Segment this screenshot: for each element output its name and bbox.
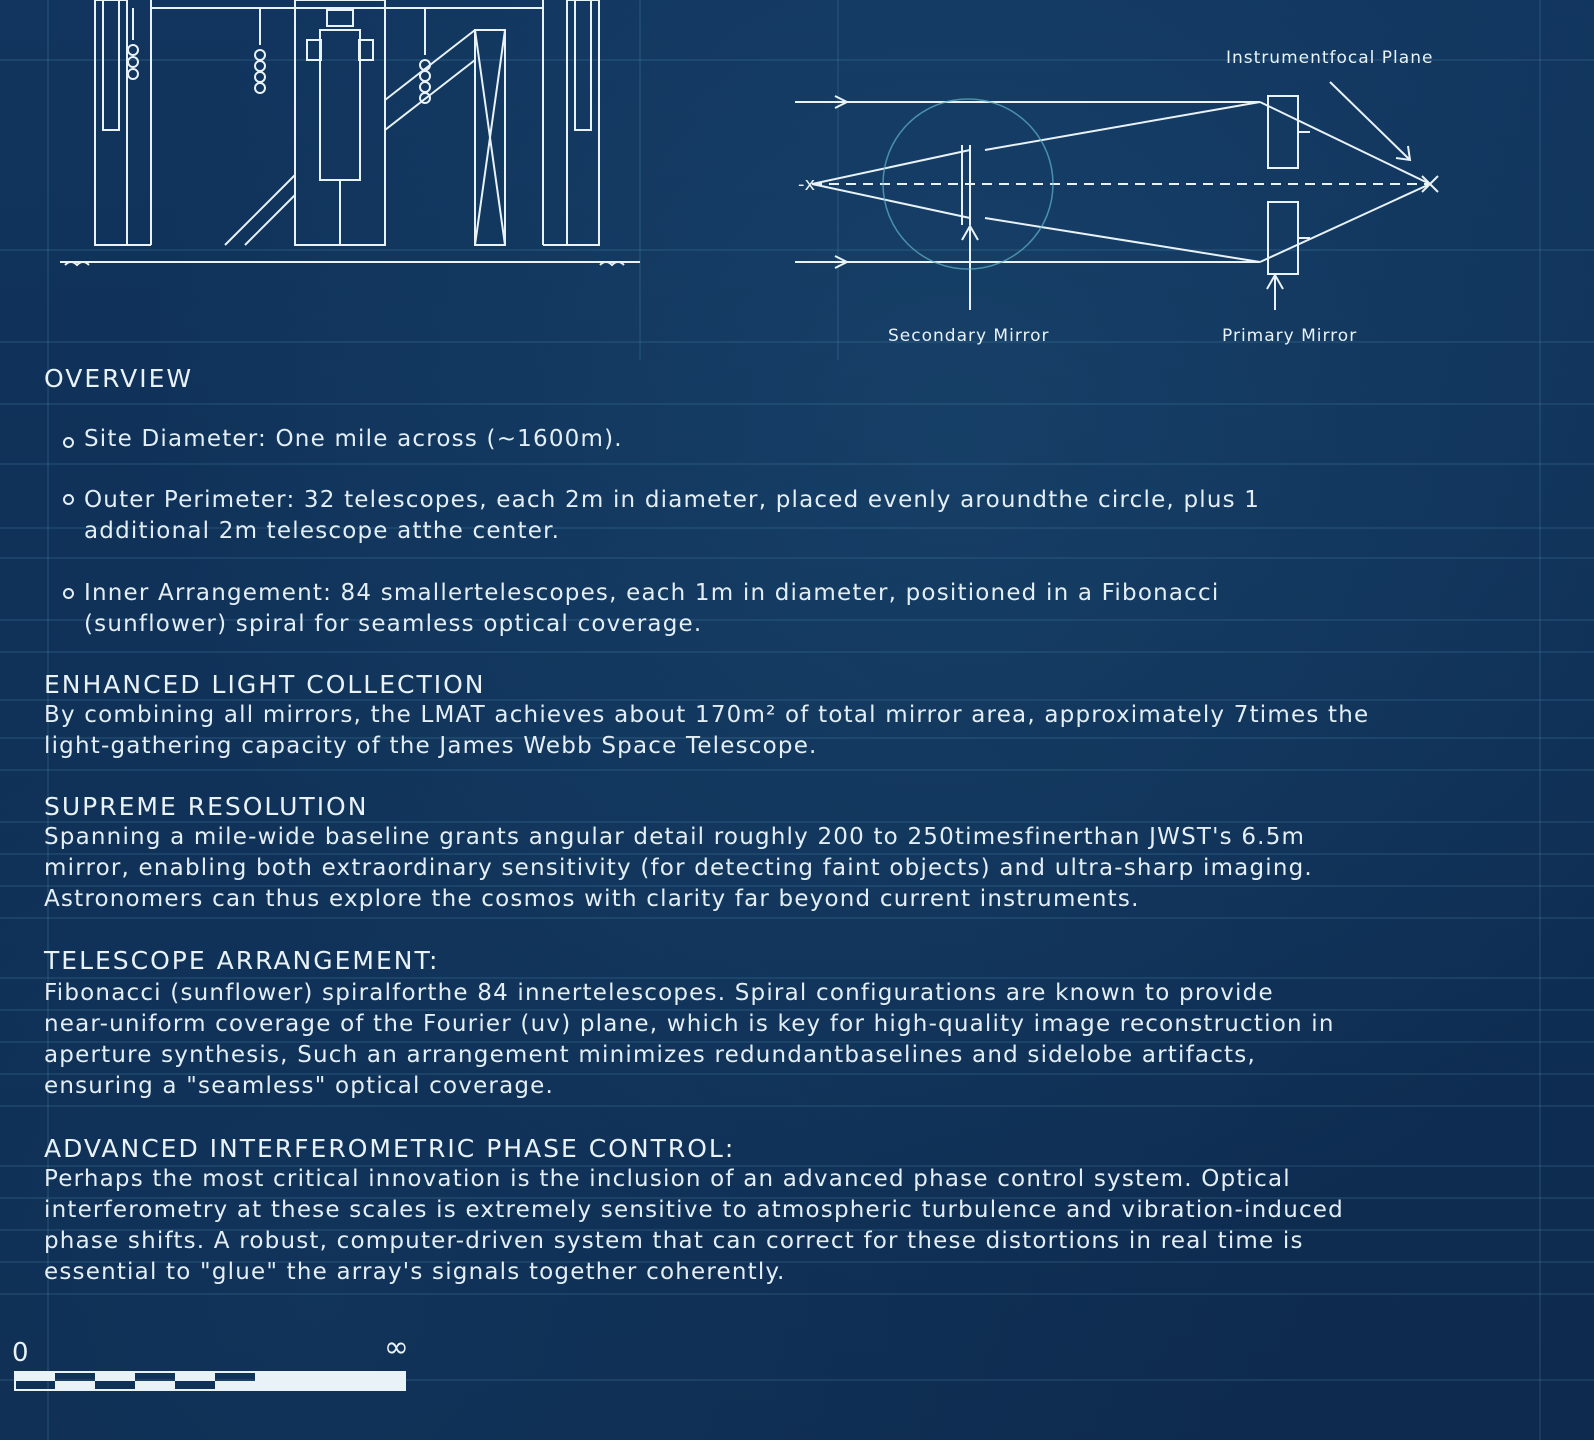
- overview-heading: OVERVIEW: [44, 364, 194, 393]
- arrangement-text: Fibonacci (sunflower) spiralforthe 84 innertelescopes. Spiral configurations are known to provide near-uniform coverage of the Fourier (uv) plane, which is key for high-quality image reconstruction in aperture synthesis, Such an arrangement minimizes redundantbaselines and sidelobe artifacts, ensuring a "seamless" optical coverage.: [44, 980, 1335, 1099]
- bullet-icon: [63, 437, 74, 448]
- scale-end-label: ∞: [384, 1330, 410, 1365]
- svg-text:-x: -x: [798, 174, 816, 195]
- arrangement-heading: TELESCOPE ARRANGEMENT:: [44, 946, 440, 975]
- scale-start-label: 0: [12, 1338, 30, 1368]
- bullet-outer-perimeter: Outer Perimeter: 32 telescopes, each 2m in diameter, placed evenly aroundthe circle, plus 1 additional 2m telescope atthe center.: [84, 487, 1261, 544]
- resolution-heading: SUPREME RESOLUTION: [44, 792, 369, 821]
- light-collection-text: By combining all mirrors, the LMAT achieves about 170m² of total mirror area, approximately 7times the light-gathering capacity of the James Webb Space Telescope.: [44, 702, 1370, 759]
- primary-mirror-label: Primary Mirror: [1222, 326, 1358, 346]
- bullet-icon: [63, 494, 74, 505]
- bullet-icon: [63, 588, 74, 599]
- light-collection-heading: ENHANCED LIGHT COLLECTION: [44, 670, 486, 699]
- secondary-mirror-label: Secondary Mirror: [888, 326, 1050, 346]
- optical-path-diagram: [790, 60, 1490, 310]
- phase-control-text: Perhaps the most critical innovation is the inclusion of an advanced phase control system. Optical interferometry at these scales is extremely sensitive to atmospheric turbulence and vibration-induced phase shifts. A robust, computer-driven system that can correct for these distortions in real time is essential to "glue" the array's signals together coherently.: [44, 1166, 1344, 1285]
- resolution-text: Spanning a mile-wide baseline grants angular detail roughly 200 to 250timesfinerthan JWST's 6.5m mirror, enabling both extraordinary sensitivity (for detecting faint objects) and ultra-sharp imaging. Astronomers can thus explore the cosmos with clarity far beyond current instruments.: [44, 824, 1313, 912]
- phase-control-heading: ADVANCED INTERFEROMETRIC PHASE CONTROL:: [44, 1134, 736, 1163]
- scale-bar: [14, 1370, 409, 1394]
- bullet-inner-arrangement: Inner Arrangement: 84 smallertelescopes, each 1m in diameter, positioned in a Fibonacci (sunflower) spiral for seamless optical coverage.: [84, 580, 1220, 637]
- telescope-structure-sketch: [55, 0, 645, 270]
- bullet-site-diameter: Site Diameter: One mile across (~1600m).: [84, 426, 623, 452]
- instrument-focal-plane-label: Instrumentfocal Plane: [1226, 48, 1434, 68]
